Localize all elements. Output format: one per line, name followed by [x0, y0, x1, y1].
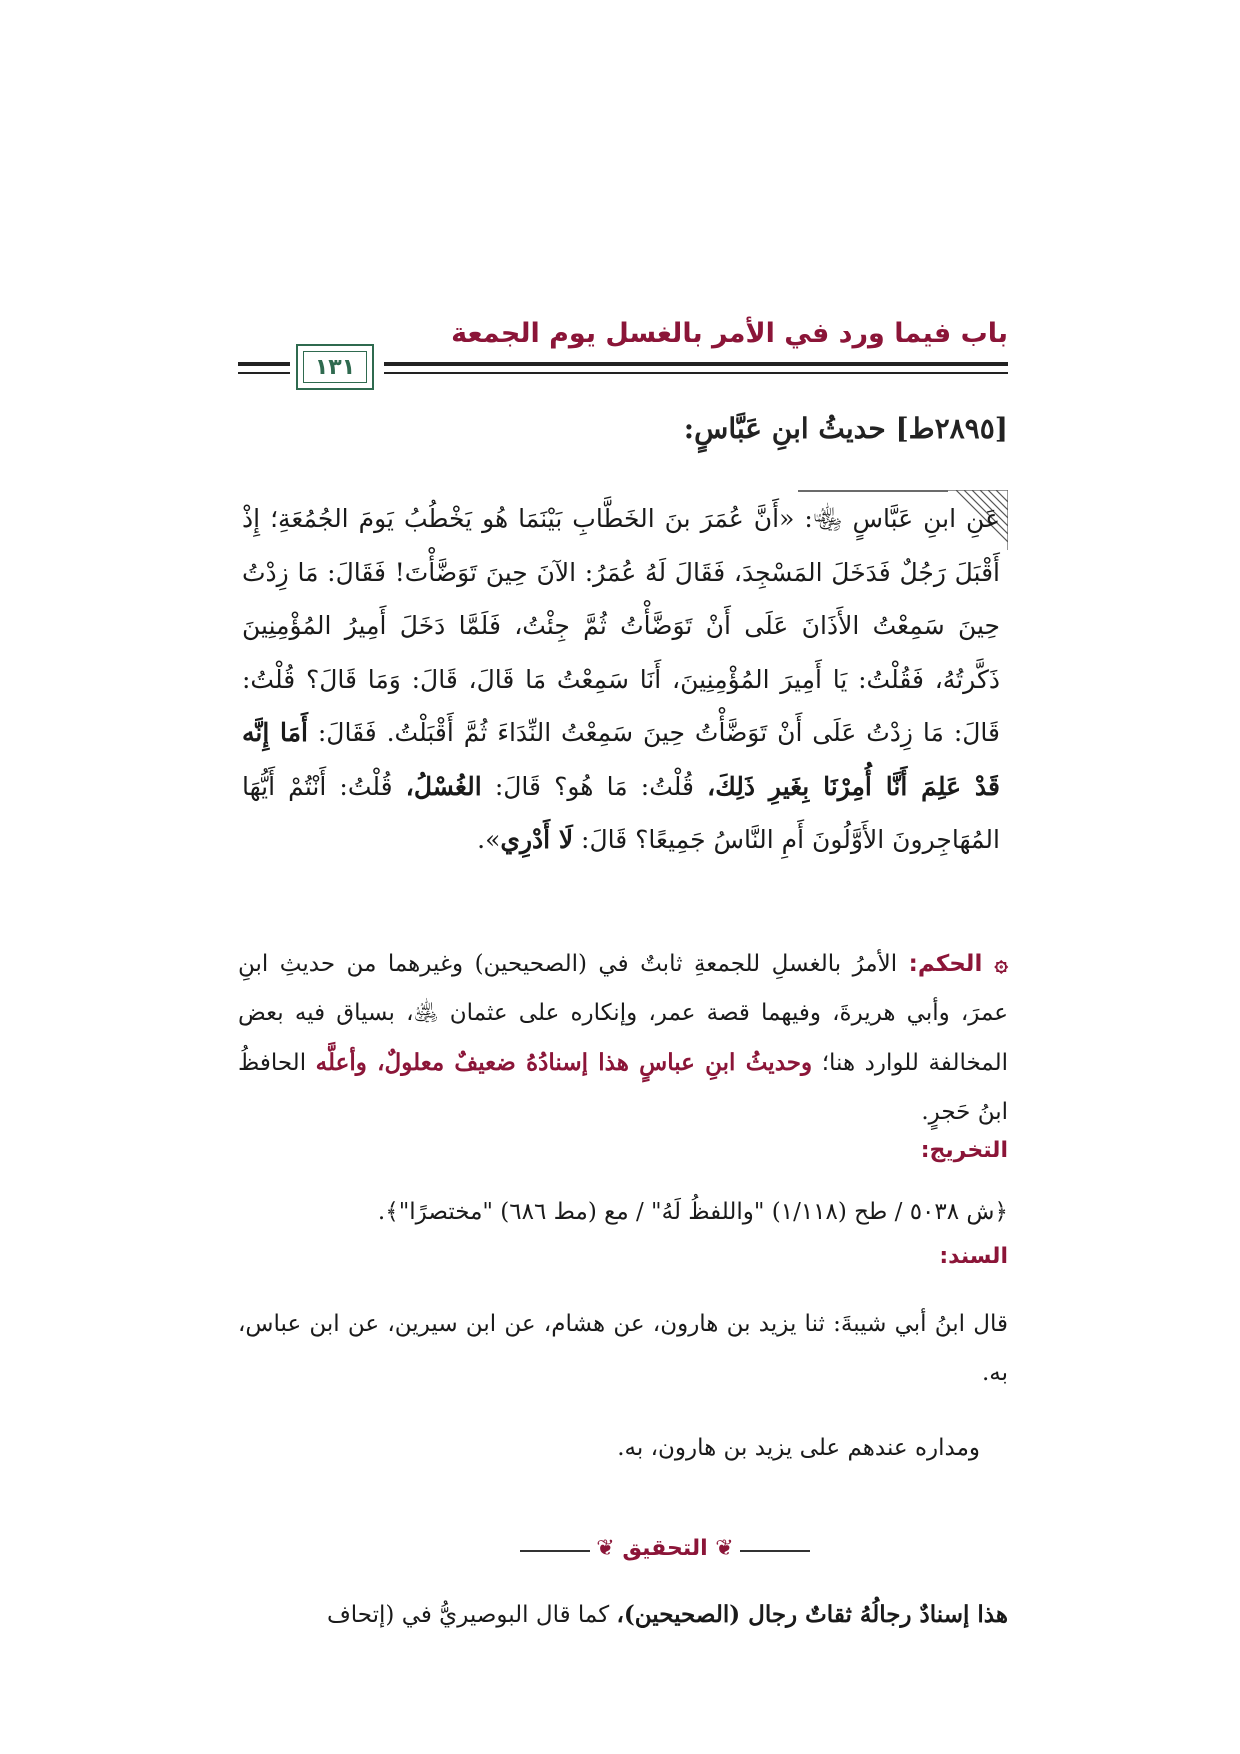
header-rule-right-thick: [384, 362, 1008, 366]
quote-text-3: قُلْتُ: أَنْتُمْ أَيُّهَا المُهَاجِرونَ الأَوَّلُونَ أَمِ النَّاسُ جَمِيعًا؟ قَالَ:: [242, 771, 1000, 854]
takhrij-label: التخريج:: [920, 1138, 1008, 1163]
quote-text-2: قُلْتُ: مَا هُو؟ قَالَ:: [494, 771, 694, 801]
chapter-title: باب فيما ورد في الأمر بالغسل يوم الجمعة: [451, 318, 1008, 349]
tahqiq-label-text: التحقيق: [622, 1536, 708, 1561]
tahqiq-bold: هذا إسنادٌ رجالُهُ ثقاتٌ رجال (الصحيحين)،: [616, 1601, 1008, 1628]
quote-text-1: عَنِ ابنِ عَبَّاسٍ ﵄: «أَنَّ عُمَرَ بنَ الخَطَّابِ بَيْنَمَا هُو يَخْطُبُ يَومَ الجُمُعَةِ؛ إِذْ أَقْبَلَ رَجُلٌ فَدَخَلَ المَسْجِدَ، فَقَالَ لَهُ عُمَرُ: الآنَ حِينَ تَوَضَّأْتَ! فَقَالَ: مَا زِدْتُ حِينَ سَمِعْتُ الأَذَانَ عَلَى أَنْ تَوَضَّأْتُ ثُمَّ جِئْتُ، فَلَمَّا دَخَلَ أَمِيرُ المُؤْمِنِينَ ذَكَّرتُهُ، فَقُلْتُ: يَا أَمِيرَ المُؤْمِنِينَ، أَنَا سَمِعْتُ مَا قَالَ، قَالَ: وَمَا قَالَ؟ قُلْتُ: قَالَ: مَا زِدْتُ عَلَى أَنْ تَوَضَّأْتُ حِينَ سَمِعْتُ النِّدَاءَ ثُمَّ أَقْبَلْتُ. فَقَالَ:: [242, 504, 1001, 747]
ruling-text-1: الأمرُ بالغسلِ للجمعةِ ثابتٌ في (الصحيحين) وغيرهما من حديثِ ابنِ عمرَ، وأبي هريرةَ، وفيهما قصة عمر، وإنكاره على عثمان ﵁، بسياق فيه بعض المخالفة للوارد هنا؛: [238, 951, 1008, 1076]
ruling-label: ۞ الحكم:: [908, 951, 1008, 977]
ruling-highlight: وحديثُ ابنِ عباسٍ هذا إسنادُهُ ضعيفٌ معلولٌ، وأعلَّه: [315, 1049, 813, 1076]
quote-bold-1: أَمَا إِنَّه قَدْ عَلِمَ أَنَّا أُمِرْنَا بِغَيرِ ذَلِكَ،: [242, 718, 1000, 801]
hadith-heading: [684, 412, 1008, 445]
madar-text: ومداره عندهم على يزيد بن هارون، به.: [617, 1435, 980, 1461]
hadith-title: حديثُ ابنِ عَبَّاسٍ:: [683, 412, 886, 445]
flourish-right-icon: ❦: [596, 1536, 623, 1561]
tahqiq-text: كما قال البوصيريُّ في (إتحاف: [326, 1602, 610, 1628]
page-number-frame-inner: [303, 351, 367, 383]
header-rule-left-thick: [238, 362, 290, 366]
quote-bold-2: الغُسْلُ،: [405, 771, 482, 801]
sanad-text: قال ابنُ أبي شيبةَ: ثنا يزيد بن هارون، عن هشام، عن ابن سيرين، عن ابن عباس، به.: [238, 1311, 1008, 1386]
page-number: ١٣١: [314, 354, 356, 380]
page-header: [238, 310, 1008, 380]
header-rule-left-thin: [238, 372, 290, 374]
flourish-left-icon: ❦: [707, 1536, 734, 1561]
takhrij-text: ﴿ش ٥٠٣٨ / طح (١/١١٨) "واللفظُ لَهُ" / مع (مط ٦٨٦) "مختصرًا"﴾.: [377, 1199, 1008, 1225]
tahqiq-divider: [520, 1536, 810, 1566]
tahqiq-paragraph: [238, 1590, 1008, 1640]
header-rule-right-thin: [384, 372, 1008, 374]
ruling-text-2: الحافظُ ابنُ حَجرٍ.: [238, 1050, 1008, 1125]
page-number-frame: [296, 344, 374, 390]
hadith-quote: [242, 492, 1000, 867]
hadith-number: [٢٨٩٥ط]: [895, 412, 1008, 445]
quote-bold-3: لَا أَدْرِي: [500, 825, 574, 854]
ruling-paragraph: [238, 940, 1008, 1137]
tahqiq-label: [520, 1536, 810, 1561]
quote-text-4: ».: [477, 825, 501, 854]
sanad-label: السند:: [939, 1244, 1008, 1269]
